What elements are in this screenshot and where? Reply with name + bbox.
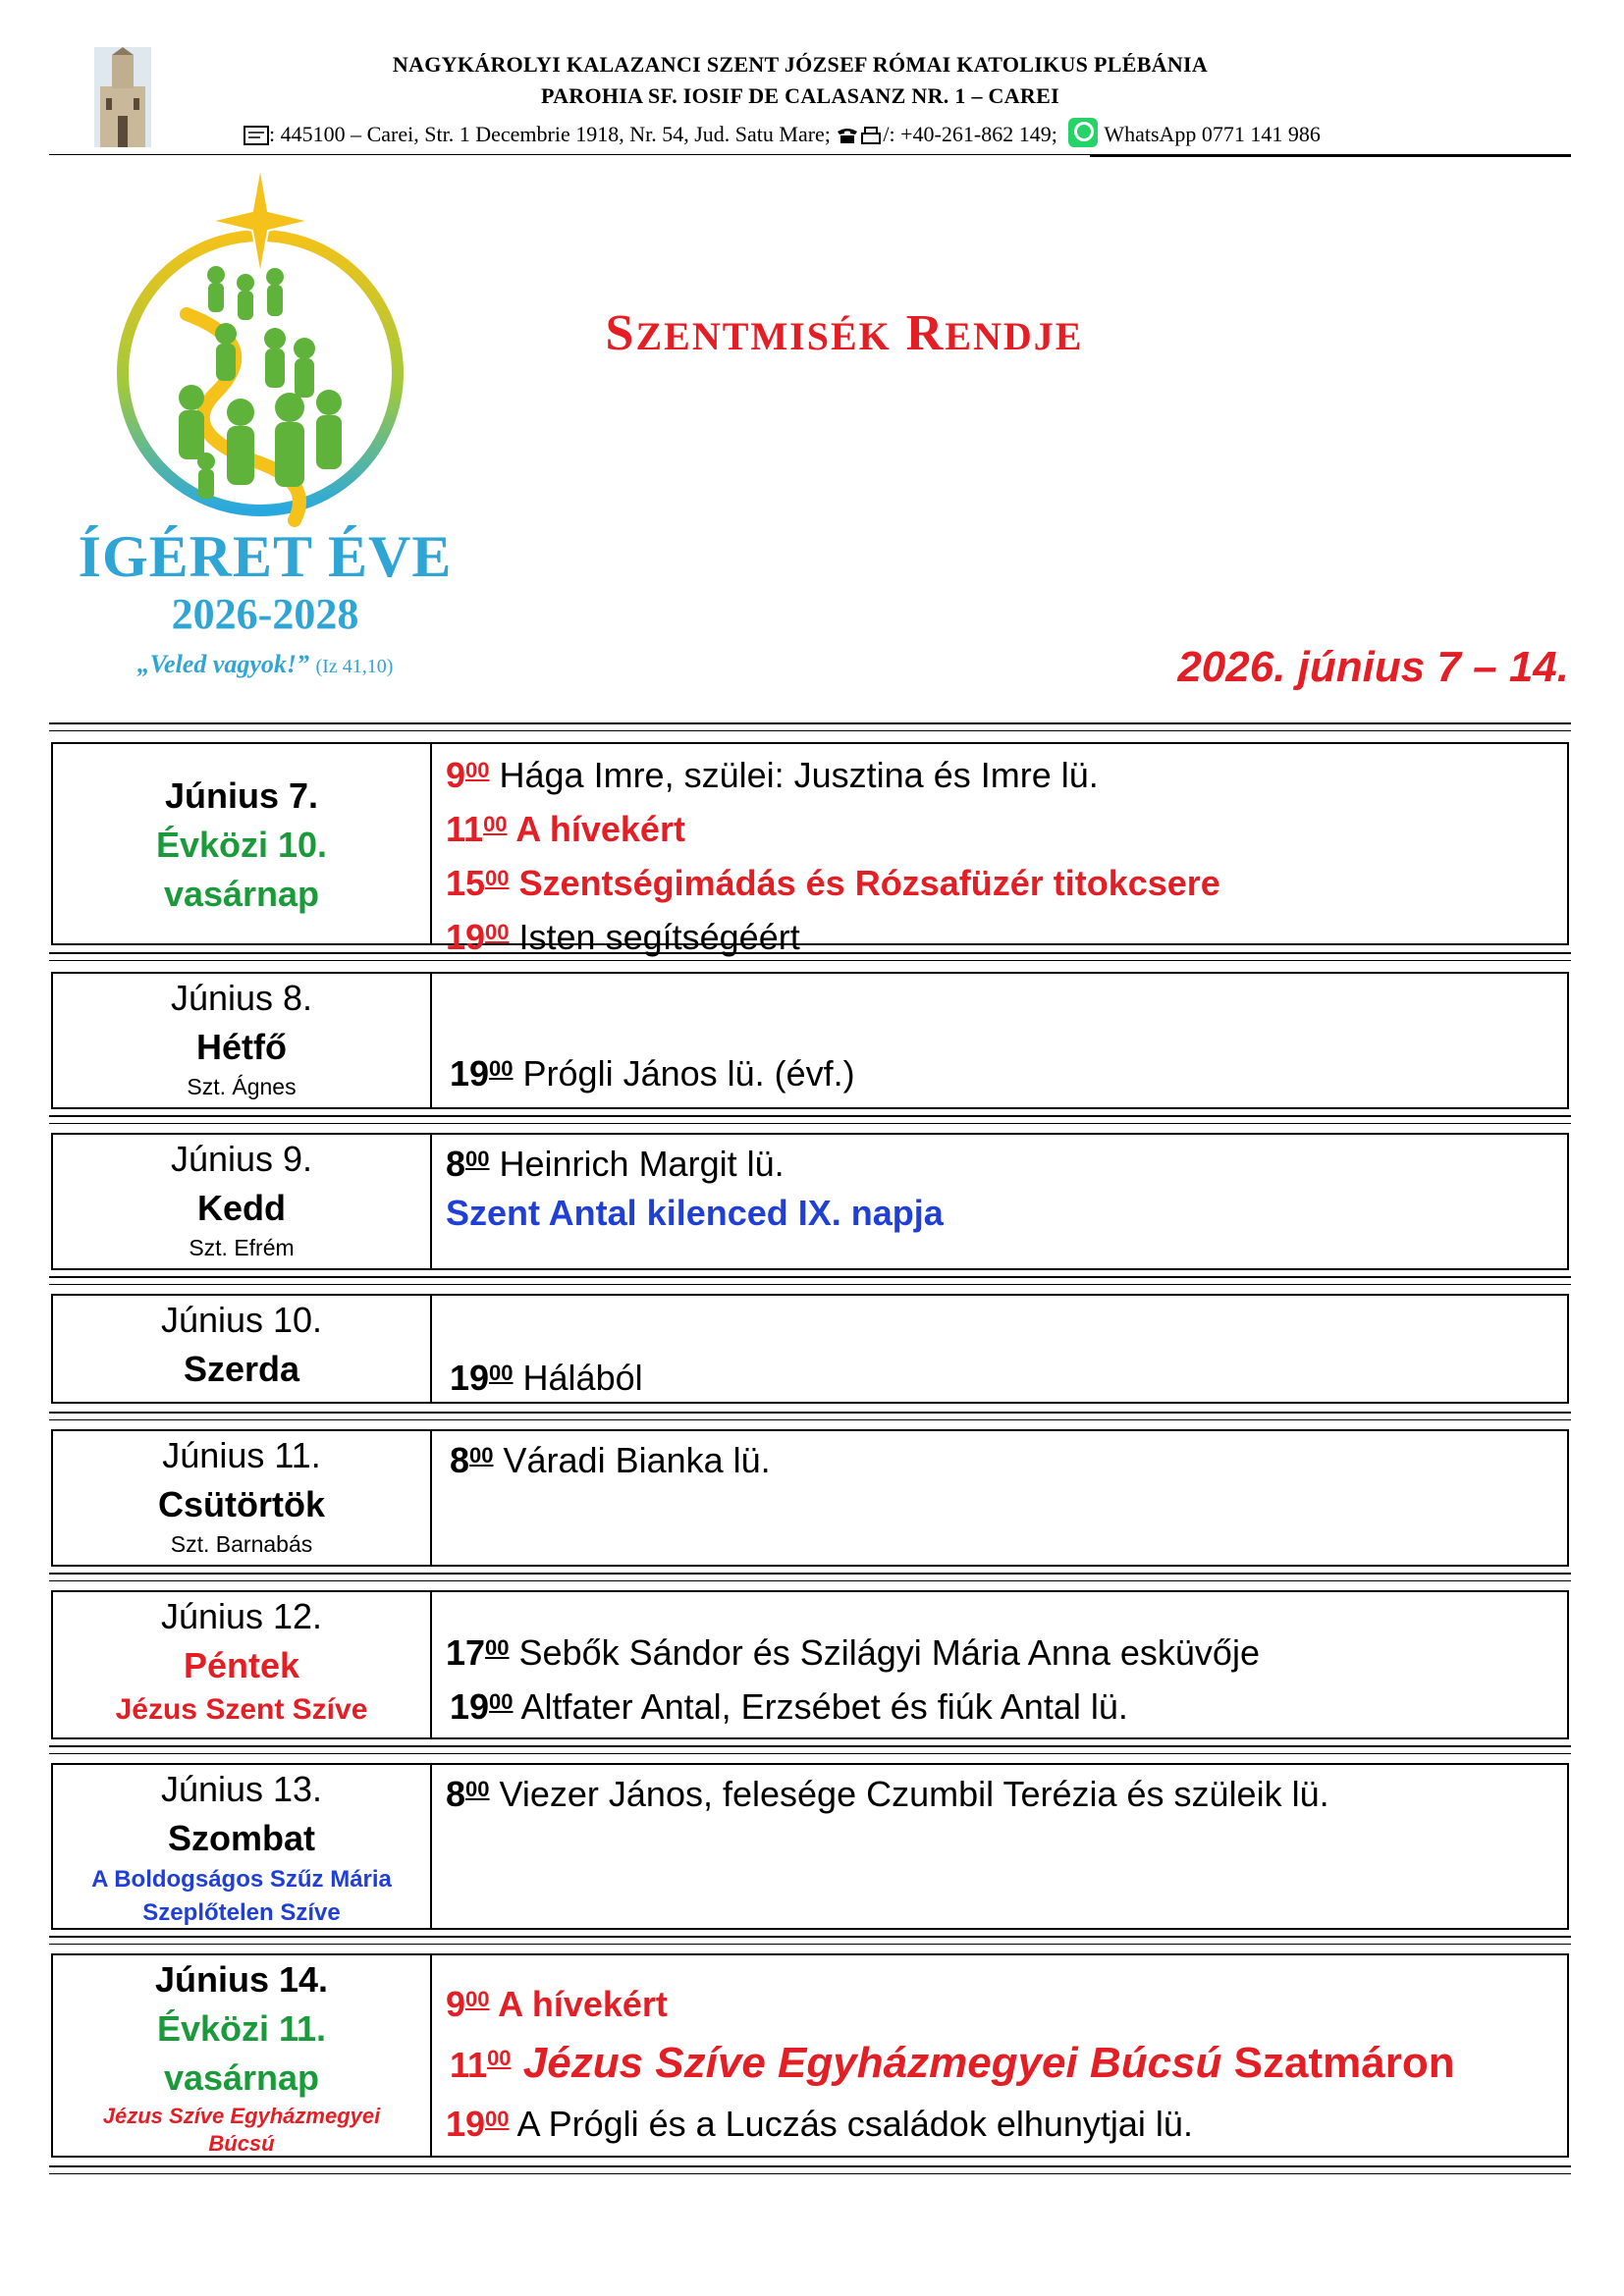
- schedule-row-jun-13: [51, 1763, 1569, 1930]
- logo-title: ÍGÉRET ÉVE: [78, 524, 453, 589]
- liturgical-week: Évközi 11.: [156, 2008, 327, 2049]
- day-cell: [53, 1765, 432, 1928]
- day-date: Június 12.: [160, 1596, 323, 1636]
- row-rule: [49, 1580, 1571, 1581]
- row-rule: [49, 1944, 1571, 1945]
- day-date: Június 7.: [164, 775, 319, 816]
- mass-cell: [432, 1135, 1567, 1268]
- schedule-row-jun-8: [51, 972, 1569, 1109]
- feast-name-line1: Jézus Szíve Egyházmegyei: [102, 2104, 381, 2128]
- weekday: Szerda: [183, 1349, 300, 1389]
- page-title: [442, 304, 1247, 362]
- mass-entry: $8^{00}$ Viezer János, felesége Czumbil Terézia és szüleik lü.: [446, 1774, 1329, 1814]
- fax-icon: [859, 126, 883, 145]
- address-text: : 445100 – Carei, Str. 1 Decembrie 1918, Nr. 54, Jud. Satu Mare;: [269, 122, 831, 146]
- logo-motto: [59, 648, 471, 683]
- header-rule-bold: [1090, 154, 1571, 157]
- weekday: Csütörtök: [158, 1484, 325, 1524]
- title-rest-2: ENDJE: [945, 314, 1084, 358]
- contact-line: [244, 118, 1540, 149]
- mass-entry: $9^{00}$ A hívekért: [446, 1984, 668, 2024]
- day-date: Június 11.: [162, 1435, 321, 1475]
- weekday: vasárnap: [163, 2057, 320, 2098]
- feast-name-line2: Szeplőtelen Szíve: [142, 1899, 341, 1926]
- weekday: Hétfő: [196, 1027, 287, 1067]
- row-rule: [49, 1753, 1571, 1754]
- parish-header: [196, 49, 1404, 112]
- day-cell: [53, 1296, 432, 1402]
- row-rule: [49, 1276, 1571, 1278]
- phone-icon: [836, 126, 859, 145]
- motto-text: „Veled vagyok!”: [136, 650, 310, 678]
- mass-entry: $11^{00}$ Jézus Szíve Egyházmegyei Búcsú Szatmáron: [450, 2039, 1455, 2087]
- parish-name-ro: PAROHIA SF. IOSIF DE CALASANZ NR. 1 – CAREI: [541, 83, 1059, 108]
- saint-name: Szt. Efrém: [189, 1235, 295, 1260]
- table-bottom-rule-2: [49, 2173, 1571, 2174]
- novena-note: Szent Antal kilenced IX. napja: [446, 1193, 944, 1233]
- schedule-row-jun-14: [51, 1953, 1569, 2158]
- mass-entry: $8^{00}$ Váradi Bianka lü.: [450, 1440, 771, 1480]
- day-cell: [53, 744, 432, 943]
- row-rule: [49, 1936, 1571, 1938]
- day-date: Június 9.: [170, 1139, 313, 1179]
- mass-entry: $19^{00}$ Hálából: [450, 1358, 643, 1398]
- feast-name: Jézus Szent Szíve: [115, 1693, 368, 1726]
- title-initial-1: S: [605, 305, 636, 361]
- day-date: Június 14.: [154, 1959, 329, 2000]
- mass-entry: $19^{00}$ A Prógli és a Luczás családok elhunytjai lü.: [446, 2104, 1193, 2144]
- date-range: 2026. június 7 – 14.: [1177, 643, 1569, 691]
- row-rule: [49, 1573, 1571, 1575]
- table-top-rule: [49, 722, 1571, 724]
- mass-cell: [432, 1955, 1567, 2156]
- day-cell: [53, 1431, 432, 1565]
- mass-cell: [432, 1765, 1567, 1928]
- schedule-row-jun-10: [51, 1294, 1569, 1404]
- day-cell: [53, 1592, 432, 1737]
- whatsapp-icon: [1068, 118, 1098, 147]
- saint-name: Szt. Ágnes: [187, 1074, 297, 1099]
- mass-entry: $15^{00}$ Szentségimádás és Rózsafüzér titokcsere: [446, 863, 1220, 903]
- day-date: Június 10.: [160, 1300, 323, 1340]
- table-top-rule-2: [49, 730, 1571, 731]
- weekday: Szombat: [167, 1818, 315, 1858]
- schedule-row-jun-11: [51, 1429, 1569, 1567]
- day-date: Június 13.: [160, 1769, 323, 1809]
- mass-entry: $9^{00}$ Hága Imre, szülei: Jusztina és Imre lü.: [446, 755, 1099, 795]
- saint-name: Szt. Barnabás: [170, 1531, 313, 1557]
- table-bottom-rule: [49, 2165, 1571, 2167]
- logo-years: 2026-2028: [171, 590, 359, 638]
- row-rule: [49, 1123, 1571, 1124]
- weekday: vasárnap: [163, 874, 320, 914]
- liturgical-week: Évközi 10.: [155, 825, 328, 865]
- feast-name-line2: Búcsú: [208, 2131, 275, 2156]
- row-rule: [49, 1745, 1571, 1747]
- church-photo: [94, 47, 151, 147]
- weekday: Kedd: [197, 1188, 286, 1228]
- row-rule: [49, 1419, 1571, 1420]
- mass-entry: $19^{00}$ Isten segítségéért: [446, 917, 800, 957]
- mass-cell: [432, 1592, 1567, 1737]
- mass-cell: [432, 1296, 1567, 1402]
- day-cell: [53, 974, 432, 1107]
- mass-cell: [432, 744, 1567, 957]
- mass-cell: [432, 974, 1567, 1107]
- mass-entry: $19^{00}$ Altfater Antal, Erzsébet és fiúk Antal lü.: [450, 1686, 1128, 1727]
- weekday: Péntek: [183, 1645, 300, 1685]
- mass-entry: $19^{00}$ Prógli János lü. (évf.): [450, 1053, 855, 1094]
- mass-entry: $8^{00}$ Heinrich Margit lü.: [446, 1144, 785, 1184]
- schedule-row-jun-12: [51, 1590, 1569, 1739]
- mass-cell: [432, 1431, 1567, 1565]
- day-cell: [53, 1955, 432, 2156]
- row-rule: [49, 952, 1571, 954]
- row-rule: [49, 1115, 1571, 1117]
- row-rule: [49, 960, 1571, 961]
- schedule-row-jun-9: [51, 1133, 1569, 1270]
- phone-text: /: +40-261-862 149;: [883, 122, 1057, 146]
- day-date: Június 8.: [170, 978, 313, 1018]
- parish-name-hu: NAGYKÁROLYI KALAZANCI SZENT JÓZSEF RÓMAI KATOLIKUS PLÉBÁNIA: [392, 52, 1209, 77]
- feast-name-line1: A Boldogságos Szűz Mária: [91, 1866, 392, 1893]
- row-rule: [49, 1284, 1571, 1285]
- mail-icon: [244, 126, 269, 145]
- title-initial-2: R: [905, 305, 946, 361]
- title-rest-1: ZENTMISÉK: [635, 314, 892, 358]
- star-icon: [211, 167, 309, 275]
- schedule-row-jun-7: [51, 742, 1569, 957]
- row-rule: [49, 1412, 1571, 1414]
- whatsapp-text: WhatsApp 0771 141 986: [1104, 122, 1321, 146]
- day-cell: [53, 1135, 432, 1268]
- mass-entry: $17^{00}$ Sebők Sándor és Szilágyi Mária Anna esküvője: [446, 1632, 1260, 1673]
- motto-ref: (Iz 41,10): [315, 656, 394, 677]
- mass-entry: $11^{00}$ A hívekért: [446, 809, 685, 849]
